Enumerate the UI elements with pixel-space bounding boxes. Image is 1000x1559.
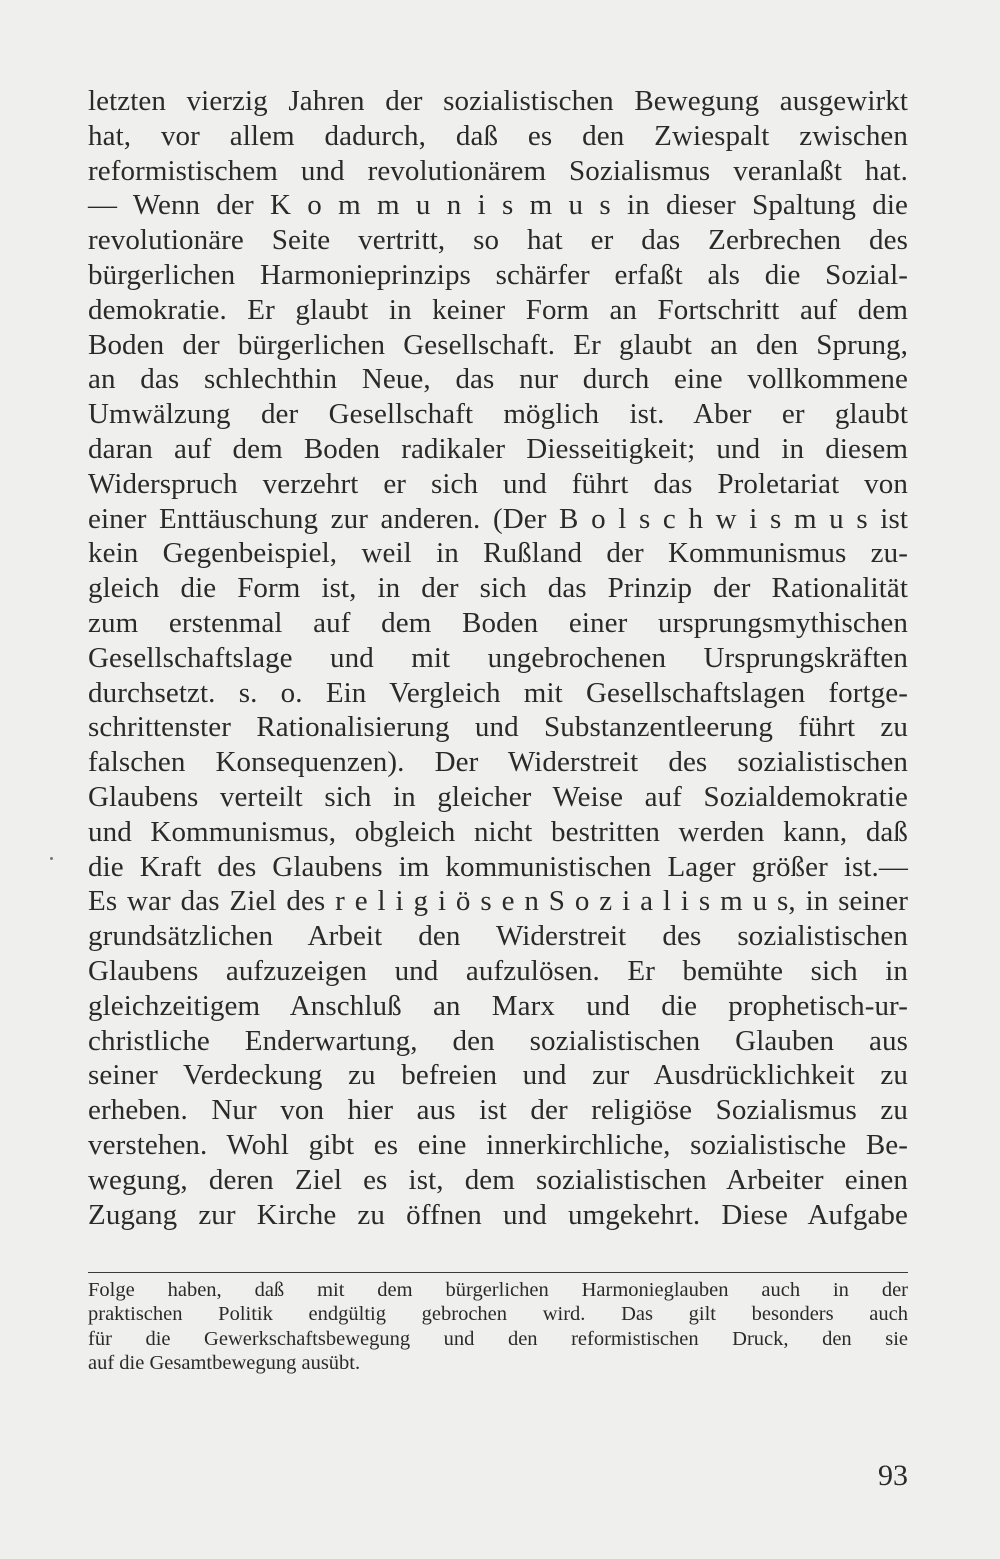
body-line: Glaubens aufzuzeigen und aufzulösen. Er bemühte sich in: [88, 954, 908, 987]
body-line: die Kraft des Glaubens im kommunistischen Lager größer ist.—: [88, 850, 908, 883]
body-text: [88, 84, 908, 1232]
body-line: Umwälzung der Gesellschaft möglich ist. Aber er glaubt: [88, 398, 908, 431]
body-line: und Kommunismus, obgleich nicht bestritten werden kann, daß: [88, 815, 908, 848]
body-line: verstehen. Wohl gibt es eine innerkirchliche, sozialistische Be-: [88, 1128, 908, 1161]
body-line: an das schlechthin Neue, das nur durch eine vollkommene: [88, 363, 908, 396]
paper-speck: [50, 857, 53, 860]
footnote-divider: [88, 1272, 908, 1273]
body-line: — Wenn der K o m m u n i s m u s in dieser Spaltung die: [88, 189, 908, 222]
body-line: gleichzeitigem Anschluß an Marx und die prophetisch-ur-: [88, 989, 908, 1022]
body-line: letzten vierzig Jahren der sozialistischen Bewegung ausgewirkt: [88, 85, 908, 117]
body-line: seiner Verdeckung zu befreien und zur Ausdrücklichkeit zu: [88, 1059, 908, 1092]
body-line: daran auf dem Boden radikaler Diesseitigkeit; und in diesem: [88, 432, 908, 465]
body-line: erheben. Nur von hier aus ist der religiöse Sozialismus zu: [88, 1094, 908, 1127]
footnote-line: auf die Gesamtbewegung ausübt.: [88, 1352, 361, 1375]
body-line: Es war das Ziel des r e l i g i ö s e n S o z i a l i s m u s, in seiner: [88, 885, 908, 918]
body-line: Boden der bürgerlichen Gesellschaft. Er glaubt an den Sprung,: [88, 328, 908, 361]
footnote-text: [88, 1278, 908, 1376]
body-line: wegung, deren Ziel es ist, dem sozialistischen Arbeiter einen: [88, 1163, 908, 1196]
body-line: gleich die Form ist, in der sich das Prinzip der Rationalität: [88, 572, 908, 605]
body-line: Zugang zur Kirche zu öffnen und umgekehrt. Diese Aufgabe: [88, 1198, 908, 1231]
body-line: christliche Enderwartung, den sozialistischen Glauben aus: [88, 1024, 908, 1057]
body-line: Gesellschaftslage und mit ungebrochenen Ursprungskräften: [88, 641, 908, 674]
body-line: demokratie. Er glaubt in keiner Form an Fortschritt auf dem: [88, 293, 908, 326]
body-line: schrittenster Rationalisierung und Substanzentleerung führt zu: [88, 711, 908, 744]
body-line: hat, vor allem dadurch, daß es den Zwiespalt zwischen: [88, 119, 908, 152]
footnote-line: für die Gewerkschaftsbewegung und den reformistischen Druck, den sie: [88, 1327, 908, 1350]
body-line: einer Enttäuschung zur anderen. (Der B o l s c h w i s m u s ist: [88, 502, 908, 535]
body-line: Widerspruch verzehrt er sich und führt das Proletariat von: [88, 467, 908, 500]
body-line: grundsätzlichen Arbeit den Widerstreit des sozialistischen: [88, 920, 908, 953]
body-line: zum erstenmal auf dem Boden einer ursprungsmythischen: [88, 606, 908, 639]
body-line: durchsetzt. s. o. Ein Vergleich mit Gesellschaftslagen fortge-: [88, 676, 908, 709]
body-line: revolutionäre Seite vertritt, so hat er das Zerbrechen des: [88, 224, 908, 257]
page-number: 93: [878, 1459, 908, 1492]
body-line: bürgerlichen Harmonieprinzips schärfer erfaßt als die Sozial-: [88, 258, 908, 291]
footnote-line: Folge haben, daß mit dem bürgerlichen Harmonieglauben auch in der: [88, 1279, 908, 1301]
body-line: Glaubens verteilt sich in gleicher Weise auf Sozialdemokratie: [88, 780, 908, 813]
footnote-line: praktischen Politik endgültig gebrochen wird. Das gilt besonders auch: [88, 1303, 908, 1326]
body-line: falschen Konsequenzen). Der Widerstreit des sozialistischen: [88, 746, 908, 779]
body-line: kein Gegenbeispiel, weil in Rußland der Kommunismus zu-: [88, 537, 908, 570]
body-line: reformistischem und revolutionärem Sozialismus veranlaßt hat.: [88, 154, 908, 187]
